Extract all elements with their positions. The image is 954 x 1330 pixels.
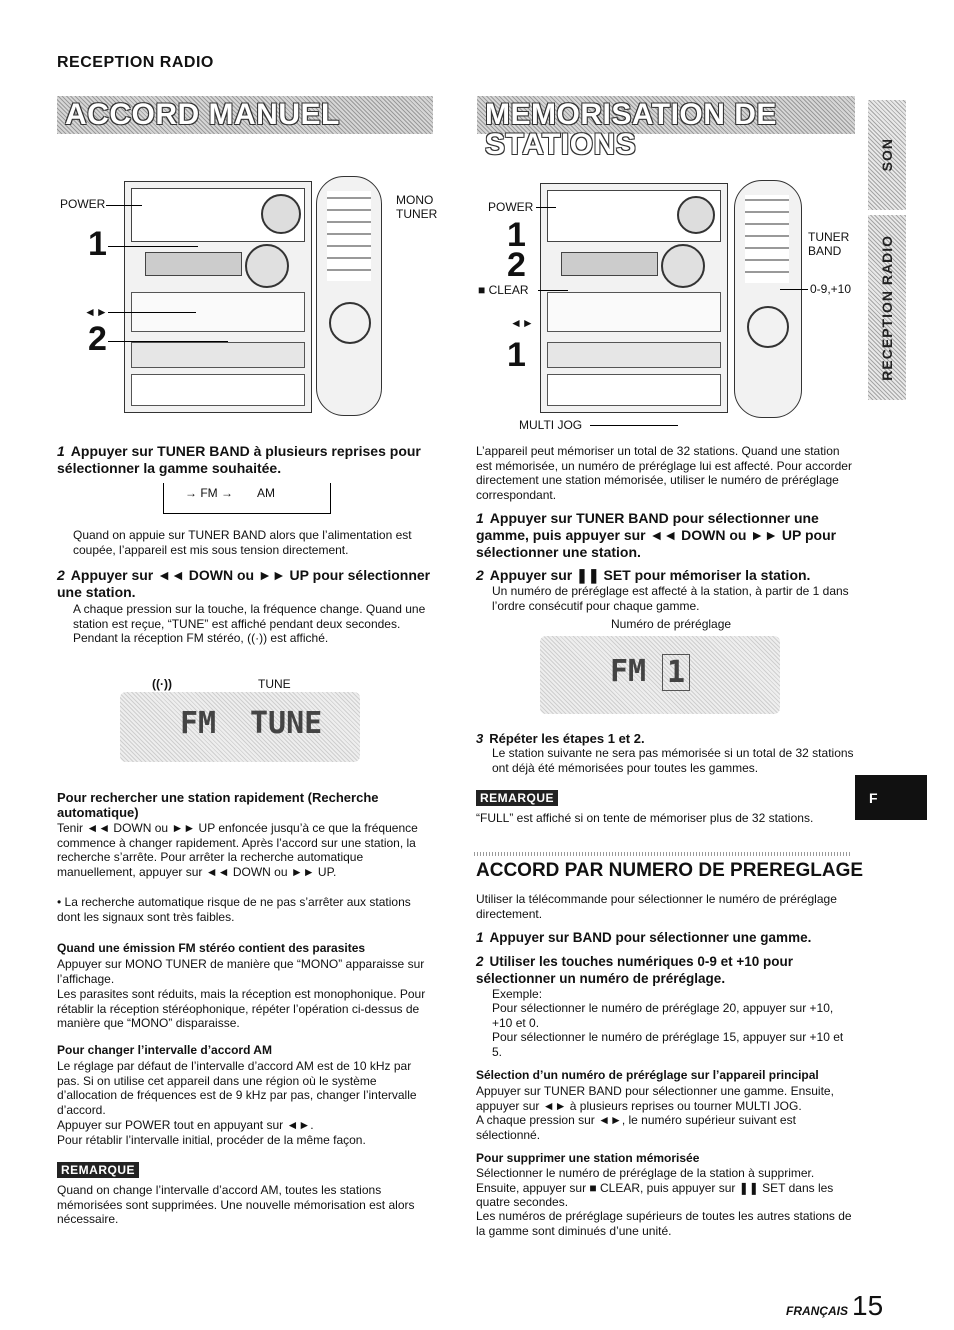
- lcd-display-preset: [540, 636, 780, 714]
- stereo-unit-illustration: [124, 181, 312, 413]
- section-divider: [474, 852, 852, 856]
- lcd-tune-label: TUNE: [258, 677, 291, 691]
- remarque-badge: REMARQUE: [476, 790, 558, 806]
- paragraph: Le réglage par défaut de l’intervalle d’accord AM est de 10 kHz par pas. Si on utilise cet appareil dans une région où le système d’allocation de fréquences est de 9 kHz par pas, changer l’intervalle d’accord.: [57, 1059, 417, 1117]
- callout-1: 1: [88, 225, 107, 263]
- remarque-badge: REMARQUE: [57, 1162, 139, 1178]
- lcd-caption: Numéro de préréglage: [611, 617, 732, 631]
- callout-1b: 1: [507, 336, 526, 374]
- paragraph: Quand on change l’intervalle d’accord AM, toutes les stations mémorisées sont supprimées. Une nouvelle mémorisation est alors nécessaire.: [57, 1183, 415, 1227]
- subheading-parasites: Quand une émission FM stéréo contient des parasites: [57, 941, 366, 955]
- step-1: 1 Appuyer sur TUNER BAND à plusieurs reprises pour sélectionner la gamme souhaitée.: [57, 443, 421, 476]
- leader-line: [106, 205, 142, 206]
- label-tuner-band: TUNER BAND: [808, 230, 850, 258]
- paragraph-intro: L’appareil peut mémoriser un total de 32 stations. Quand une station est mémorisée, un numéro de préréglage lui est affecté. Pour accorder directement une station mémorisée, utiliser le numéro de préréglage correspondant.: [476, 444, 852, 502]
- paragraph: Un numéro de préréglage est affecté à la station, à partir de 1 dans l’ordre consécutif pour chaque gamme.: [492, 584, 849, 613]
- example-label: Exemple:: [492, 987, 543, 1001]
- lcd-fm-text: FM: [180, 706, 217, 741]
- paragraph: Les numéros de préréglage supérieurs de toutes les autres stations de la gamme sont diminués d’une unité.: [476, 1209, 852, 1238]
- paragraph: Sélectionner le numéro de préréglage de la station à supprimer. Ensuite, appuyer sur ■ CLEAR, puis appuyer sur ❚❚ SET dans les quatre secondes.: [476, 1166, 834, 1210]
- band-cycle-fm: → FM →: [185, 486, 234, 500]
- footer-language: FRANÇAIS: [786, 1304, 848, 1318]
- side-tab-son: SON: [868, 100, 906, 210]
- step-2: 2 Appuyer sur ◄◄ DOWN ou ►► UP pour sélectionner une station.: [57, 567, 431, 600]
- paragraph: A chaque pression sur la touche, la fréquence change. Quand une station est reçue, “TUNE” est affiché pendant deux secondes. Pendant la réception FM stéréo, ((·)) est affiché.: [73, 602, 426, 646]
- subheading-intervalle-am: Pour changer l’intervalle d’accord AM: [57, 1043, 272, 1057]
- callout-2: 2: [88, 320, 107, 358]
- lcd-preset-number: 1: [662, 654, 690, 691]
- stereo-unit-illustration: [540, 183, 728, 413]
- paragraph: Pour rétablir l’intervalle initial, procéder de la même façon.: [57, 1133, 366, 1147]
- step-2: 2 Utiliser les touches numériques 0-9 et +10 pour sélectionner un numéro de préréglage.: [476, 954, 793, 986]
- example-line: Pour sélectionner le numéro de préréglage 15, appuyer sur +10 et 5.: [492, 1030, 844, 1059]
- label-clear: ■ CLEAR: [478, 283, 529, 297]
- step-2: 2 Appuyer sur ❚❚ SET pour mémoriser la station.: [476, 567, 811, 583]
- label-number-keys: 0-9,+10: [810, 282, 852, 296]
- subheading-supprimer: Pour supprimer une station mémorisée: [476, 1151, 700, 1165]
- leader-line: [108, 341, 228, 342]
- paragraph: Les parasites sont réduits, mais la réception est monophonique. Pour rétablir la réception stéréophonique, répéter l’opération ci-dessus de manière que “MONO” disparaisse.: [57, 987, 426, 1031]
- label-multi-jog: MULTI JOG: [519, 418, 583, 432]
- banner-memorisation: MEMORISATION DE STATIONS: [477, 96, 855, 134]
- bullet-note: • La recherche automatique risque de ne pas s’arrêter aux stations dont les signaux sont très faibles.: [57, 895, 411, 924]
- lcd-tune-text: TUNE: [250, 706, 323, 741]
- lcd-display-tune: [120, 692, 360, 762]
- paragraph: Appuyer sur TUNER BAND pour sélectionner une gamme. Ensuite, appuyer sur ◄► à plusieurs reprises ou tourner MULTI JOG.: [476, 1084, 834, 1113]
- label-power: POWER: [60, 197, 106, 211]
- leader-line: [538, 290, 568, 291]
- section-label: RECEPTION RADIO: [57, 54, 214, 71]
- paragraph: Tenir ◄◄ DOWN ou ►► UP enfoncée jusqu’à ce que la fréquence commence à changer rapidement. Après l’accord sur une station, la recherche s’arrête. Pour arrêter la recherche automatique manuellement, appuyer sur ◄◄ DOWN ou ►► UP.: [57, 821, 418, 879]
- leader-line: [590, 425, 678, 426]
- callout-1: 1: [507, 216, 526, 254]
- leader-line: [780, 289, 808, 290]
- paragraph: Quand on appuie sur TUNER BAND alors que l’alimentation est coupée, l’appareil est mis sous tension directement.: [73, 528, 412, 557]
- band-cycle-am: AM: [257, 486, 275, 500]
- heading-accord-par-numero: ACCORD PAR NUMERO DE PREREGLAGE: [476, 860, 864, 881]
- example-line: Pour sélectionner le numéro de préréglage 20, appuyer sur +10, +10 et 0.: [492, 1001, 834, 1030]
- banner-accord-manuel: ACCORD MANUEL: [57, 96, 433, 134]
- label-arrows: ◄►: [84, 305, 108, 319]
- callout-2: 2: [507, 246, 526, 284]
- paragraph: Le station suivante ne sera pas mémorisée si un total de 32 stations ont déjà été mémorisées pour toutes les gammes.: [492, 746, 854, 775]
- step-1: 1 Appuyer sur TUNER BAND pour sélectionner une gamme, puis appuyer sur ◄◄ DOWN ou ►► UP pour sélectionner une station.: [476, 510, 837, 560]
- label-mono-tuner: MONO TUNER: [396, 193, 438, 221]
- subheading-recherche: Pour rechercher une station rapidement (Recherche automatique): [57, 790, 379, 820]
- subheading-appareil-principal: Sélection d’un numéro de préréglage sur l’appareil principal: [476, 1068, 819, 1082]
- leader-line: [108, 312, 196, 313]
- page-number: 15: [852, 1290, 884, 1321]
- side-tab-reception-radio: RECEPTION RADIO: [868, 215, 906, 400]
- label-power: POWER: [488, 200, 534, 214]
- remote-control-illustration: [316, 176, 382, 416]
- paragraph: Utiliser la télécommande pour sélectionner le numéro de préréglage directement.: [476, 892, 837, 921]
- paragraph: Appuyer sur MONO TUNER de manière que “MONO” apparaisse sur l’affichage.: [57, 957, 425, 986]
- lcd-stereo-indicator-label: ((·)): [152, 677, 172, 691]
- paragraph: “FULL” est affiché si on tente de mémoriser plus de 32 stations.: [476, 811, 814, 825]
- leader-line: [108, 246, 198, 247]
- paragraph: A chaque pression sur ◄►, le numéro supérieur suivant est sélectionné.: [476, 1113, 796, 1142]
- lcd-fm-text: FM: [610, 654, 647, 689]
- step-1: 1 Appuyer sur BAND pour sélectionner une gamme.: [476, 930, 812, 945]
- label-arrows: ◄►: [510, 316, 534, 330]
- paragraph: Appuyer sur POWER tout en appuyant sur ◄►.: [57, 1118, 314, 1132]
- step-3: 3 Répéter les étapes 1 et 2.: [476, 731, 645, 746]
- leader-line: [536, 207, 556, 208]
- side-tab-f: F: [855, 775, 927, 820]
- remote-control-illustration: [734, 180, 802, 418]
